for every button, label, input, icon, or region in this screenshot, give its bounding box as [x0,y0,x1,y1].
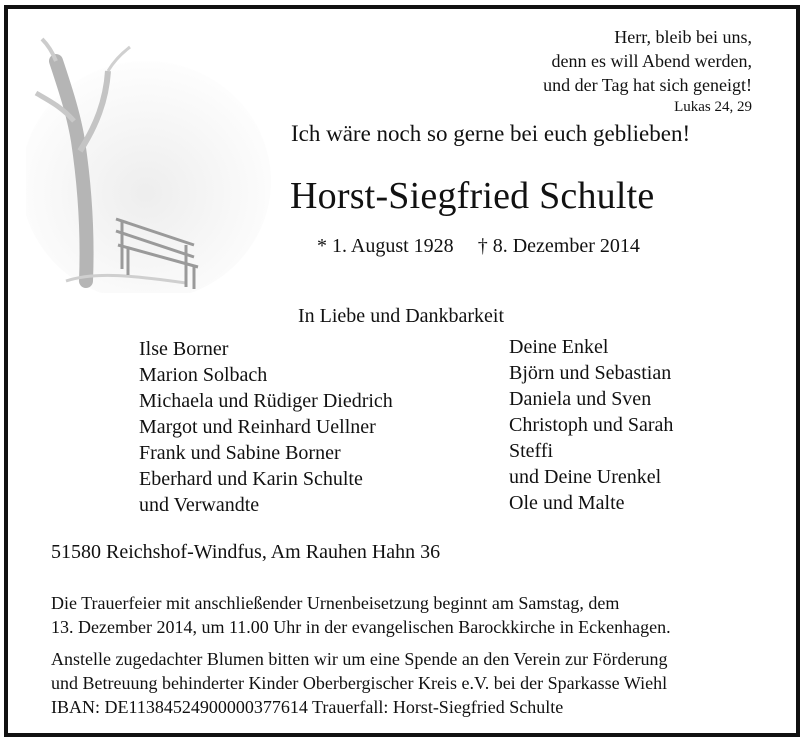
address: 51580 Reichshof-Windfus, Am Rauhen Hahn 36 [51,541,441,563]
family-list-left [139,336,393,518]
verse-reference: Lukas 24, 29 [674,99,752,115]
tagline: Ich wäre noch so gerne bei euch geblieben! [291,121,691,146]
list-item: Ilse Borner [139,338,229,360]
paragraph-line: 13. Dezember 2014, um 11.00 Uhr in der evangelischen Barockkirche in Eckenhagen. [51,617,671,637]
list-item: Björn und Sebastian [509,362,672,384]
paragraph-line: und Betreuung behinderter Kinder Oberbergischer Kreis e.V. bei der Sparkasse Wiehl [51,673,668,693]
death-date: † 8. Dezember 2014 [477,235,640,257]
verse-line: und der Tag hat sich geneigt! [543,75,752,95]
ceremony-paragraph [51,591,791,639]
list-item: Steffi [509,440,554,462]
list-item: Marion Solbach [139,364,268,386]
in-love-heading: In Liebe und Dankbarkeit [298,305,505,327]
paragraph-line: Die Trauerfeier mit anschließender Urnenbeisetzung beginnt am Samstag, dem [51,593,620,613]
verse-line: Herr, bleib bei uns, [614,27,752,47]
birth-date: * 1. August 1928 [317,235,454,257]
list-item: und Verwandte [139,494,260,516]
list-item: Christoph und Sarah [509,414,674,436]
verse-line: denn es will Abend werden, [551,51,752,71]
paragraph-line: Anstelle zugedachter Blumen bitten wir um eine Spende an den Verein zur Förderung [51,649,668,669]
deceased-name: Horst-Siegfried Schulte [290,175,655,217]
life-dates [317,235,640,258]
family-list-right [509,334,673,516]
list-item: Margot und Reinhard Uellner [139,416,376,438]
tree-and-bench-illustration [26,31,278,293]
list-item: Michaela und Rüdiger Diedrich [139,390,393,412]
list-item: Eberhard und Karin Schulte [139,468,363,490]
list-item: und Deine Urenkel [509,466,662,488]
bible-verse [543,25,752,97]
list-item: Ole und Malte [509,492,625,514]
list-item: Daniela und Sven [509,388,652,410]
donation-paragraph [51,647,791,719]
paragraph-line: IBAN: DE11384524900000377614 Trauerfall: Horst-Siegfried Schulte [51,697,564,717]
obituary-notice [4,5,800,737]
list-item: Deine Enkel [509,336,609,358]
list-item: Frank und Sabine Borner [139,442,341,464]
